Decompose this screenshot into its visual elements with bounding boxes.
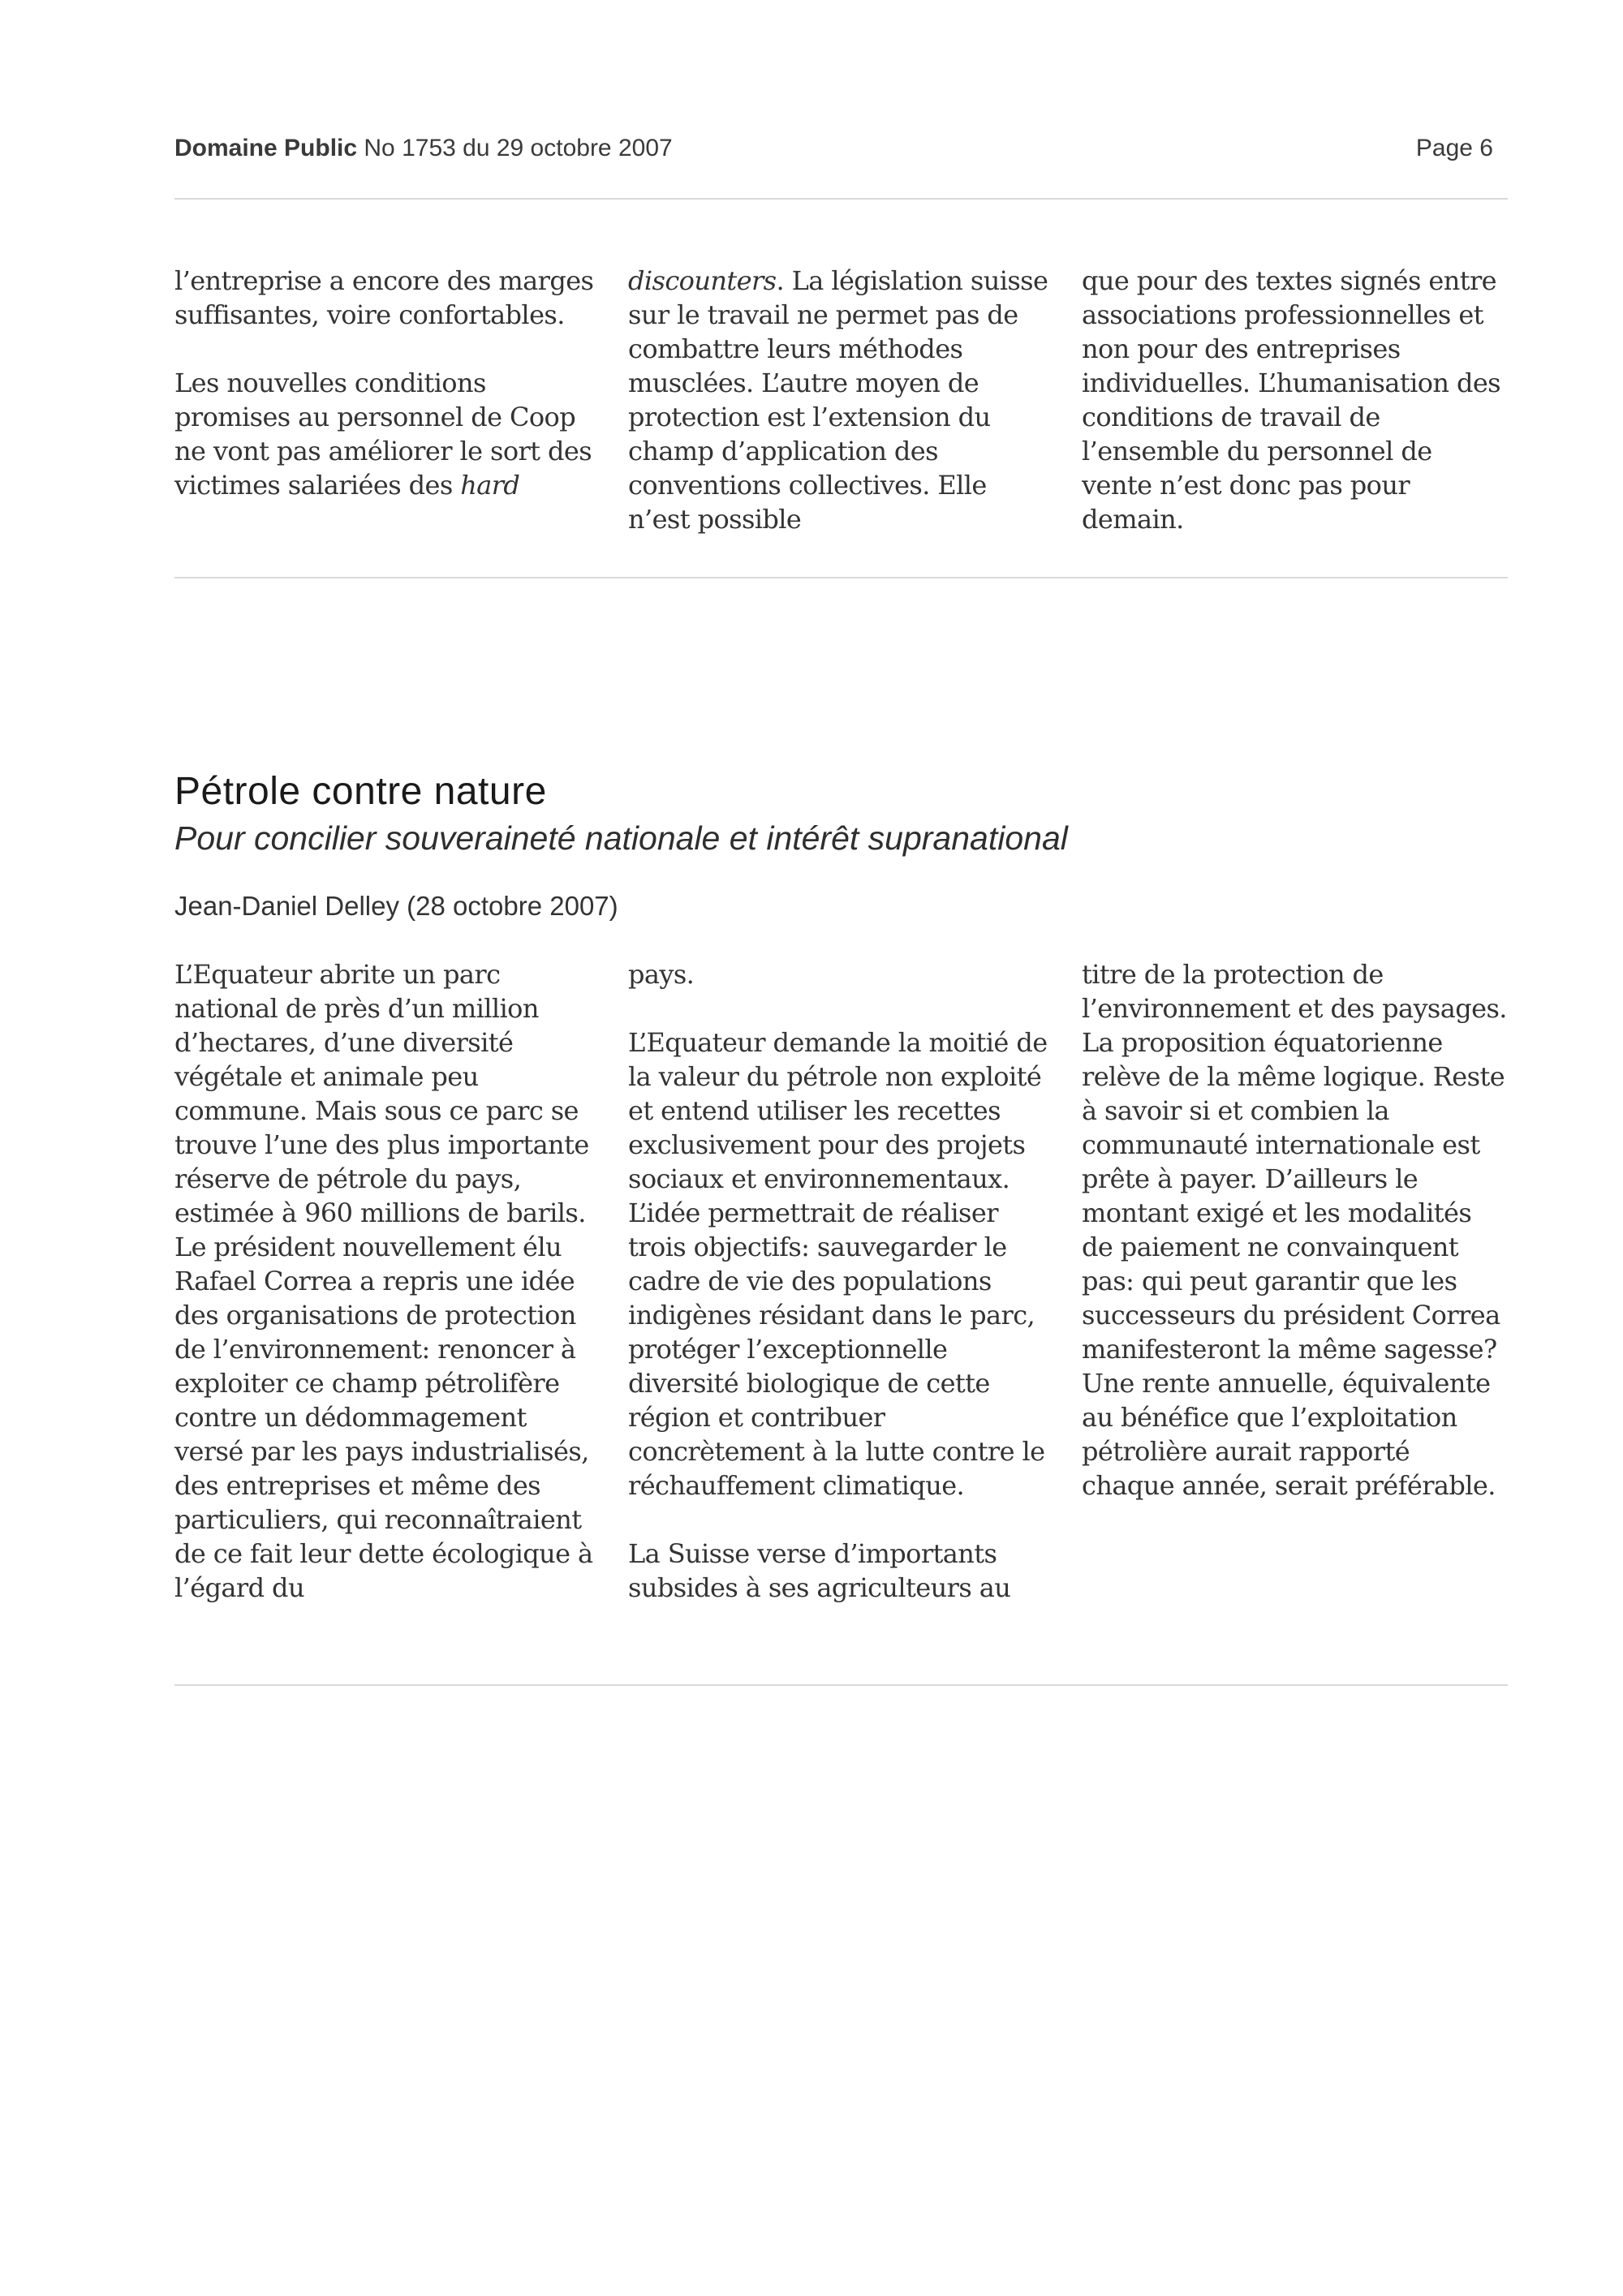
previous-article-continuation	[174, 264, 1508, 536]
article-column-2	[628, 957, 1054, 1605]
article-byline: Jean-Daniel Delley (28 octobre 2007)	[174, 891, 618, 921]
footer-divider	[174, 1684, 1508, 1686]
page-header	[174, 135, 1493, 167]
paragraph: L’Equateur demande la moitié de la valeur du pétrole non exploité et entend utiliser les recettes exclusivement pour des projets sociaux et environnementaux. L’idée permettrait de réaliser trois objectifs: sauvegarder le cadre de vie des populations indigènes résidant dans le parc, protéger l’exceptionnelle diversité biologique de cette région et contribuer concrètement à la lutte contre le réchauffement climatique.	[628, 1027, 1048, 1501]
paragraph: titre de la protection de l’environnement et des paysages. La proposition équatorienne relève de la même logique. Reste à savoir si et combien la communauté internationale est prête à payer. D’ailleurs le montant exigé et les modalités de paiement ne convainquent pas: qui peut garantir que les successeurs du président Correa manifesteront la même sagesse? Une rente annuelle, équivalente au bénéfice que l’exploitation pétrolière aurait rapporté chaque année, serait préférable.	[1082, 959, 1507, 1501]
paragraph: Les nouvelles conditions promises au personnel de Coop ne vont pas améliorer le sort des victimes salariées des hard	[174, 368, 592, 501]
paragraph: que pour des textes signés entre associations professionnelles et non pour des entreprises individuelles. L’humanisation des conditions de travail de l’ensemble du personnel de vente n’est donc pas pour demain.	[1082, 265, 1500, 535]
paragraph: l’entreprise a encore des marges suffisantes, voire confortables.	[174, 265, 594, 330]
article-subtitle: Pour concilier souveraineté nationale et intérêt supranational	[174, 819, 1068, 857]
prev-article-column-2	[628, 264, 1054, 536]
page-number: Page 6	[1415, 135, 1493, 161]
header-divider	[174, 198, 1508, 200]
article-column-1	[174, 957, 601, 1605]
article-column-3	[1082, 957, 1508, 1605]
paragraph: La Suisse verse d’importants subsides à ses agriculteurs au	[628, 1538, 1011, 1603]
article-divider	[174, 577, 1508, 578]
article-body	[174, 957, 1508, 1605]
publication-name: Domaine Public	[174, 135, 358, 161]
prev-article-column-3	[1082, 264, 1508, 536]
paragraph: pays.	[628, 959, 695, 990]
prev-article-column-1	[174, 264, 601, 536]
article-title: Pétrole contre nature	[174, 770, 547, 813]
paragraph: L’Equateur abrite un parc national de près d’un million d’hectares, d’une diversité végétale et animale peu commune. Mais sous ce parc se trouve l’une des plus importante réserve de pétrole du pays, estimée à 960 millions de barils. Le président nouvellement élu Rafael Correa a repris une idée des organisations de protection de l’environnement: renoncer à exploiter ce champ pétrolifère contre un dédommagement versé par les pays industrialisés, des entreprises et même des particuliers, qui reconnaîtraient de ce fait leur dette écologique à l’égard du	[174, 959, 593, 1603]
paragraph: discounters. La législation suisse sur le travail ne permet pas de combattre leurs méthodes musclées. L’autre moyen de protection est l’extension du champ d’application des conventions collectives. Elle n’est possible	[628, 265, 1048, 535]
issue-info: No 1753 du 29 octobre 2007	[364, 135, 673, 161]
